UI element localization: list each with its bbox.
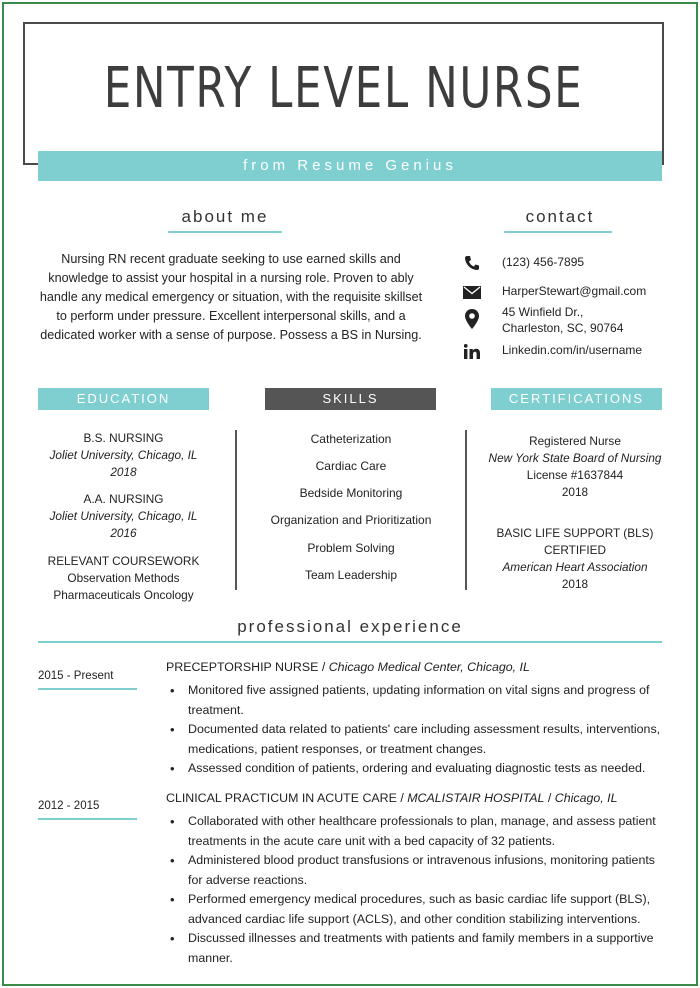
location-pin-icon: [462, 304, 482, 334]
coursework-item: Observation Methods: [67, 571, 180, 585]
skill-item: Organization and Prioritization: [270, 513, 432, 527]
education-school: Joliet University, Chicago, IL: [49, 509, 198, 523]
about-text: Nursing RN recent graduate seeking to use earned skills and knowledge to assist your hospital in a nursing role. Proven to ably handle any medical emergency or situation, with the requisite skillset to perform under pressure. Excellent interpersonal skills, and a dedicated worker with a sense of purpose. Possess a BS in Nursing.: [39, 252, 423, 342]
cert-year: 2018: [561, 485, 589, 499]
contact-email-text[interactable]: HarperStewart@gmail.com: [502, 284, 647, 298]
cert-org: American Heart Association: [502, 560, 648, 574]
about-underline: [168, 231, 282, 233]
education-degree: B.S. NURSING: [83, 431, 164, 445]
cert-name: BASIC LIFE SUPPORT (BLS): [496, 526, 654, 540]
contact-address-line2: Charleston, SC, 90764: [502, 321, 624, 335]
skill-item: Bedside Monitoring: [299, 486, 403, 500]
cert-name: CERTIFIED: [543, 543, 607, 557]
cert-year: 2018: [561, 577, 589, 591]
job-dates: 2012 - 2015: [38, 800, 100, 812]
job-date-underline: [38, 818, 137, 820]
job-bullet: • Assessed condition of patients, ordering and evaluating diagnostic tests as needed.: [166, 759, 666, 779]
job-title: PRECEPTORSHIP NURSE: [166, 660, 319, 674]
job-dates: 2015 - Present: [38, 670, 114, 682]
coursework-item: Pharmaceuticals Oncology: [53, 588, 194, 602]
education-year: 2018: [110, 465, 137, 479]
contact-linkedin: [462, 342, 642, 360]
contact-email: [462, 283, 646, 301]
education-column: [38, 430, 209, 604]
job-bullets: [166, 681, 666, 779]
education-degree: A.A. NURSING: [83, 492, 164, 506]
header-box: [23, 22, 664, 165]
job-bullets: [166, 812, 666, 968]
education-year: 2016: [110, 526, 137, 540]
job-separator: /: [544, 791, 555, 805]
skill-item: Cardiac Care: [315, 459, 387, 473]
column-divider: [465, 430, 467, 590]
contact-address-line1: 45 Winfield Dr.,: [502, 305, 584, 319]
column-divider: [235, 430, 237, 590]
job-date-underline: [38, 688, 137, 690]
contact-heading: contact: [525, 207, 595, 226]
contact-phone-text: (123) 456-7895: [502, 255, 585, 269]
contact-linkedin-text[interactable]: Linkedin.com/in/username: [502, 343, 643, 357]
about-heading: about me: [181, 207, 269, 226]
certifications-column: [480, 433, 670, 593]
skills-bar: SKILLS: [265, 388, 436, 410]
job-separator: /: [396, 791, 408, 805]
job-bullet: • Collaborated with other healthcare professionals to plan, manage, and assess patient treatments in the acute care unit with a bed capacity of 32 patients.: [166, 812, 666, 851]
job-bullet: • Performed emergency medical procedures, such as basic cardiac life support (BLS), advanced cardiac life support (ACLS), and other condition stabilizing interventions.: [166, 890, 666, 929]
experience-underline: [38, 641, 662, 643]
job-employer: MCALISTAIR HOSPITAL: [407, 791, 545, 805]
contact-underline: [504, 231, 612, 233]
coursework-heading: RELEVANT COURSEWORK: [47, 554, 200, 568]
certifications-bar: CERTIFICATIONS: [491, 388, 662, 410]
job-bullet: • Monitored five assigned patients, updating information on vital signs and progress of treatment.: [166, 681, 666, 720]
job-location: Chicago, IL: [554, 791, 618, 805]
contact-address: [462, 304, 623, 336]
contact-phone: [462, 254, 584, 272]
job-bullet: • Discussed illnesses and treatments with patients and family members in a supportive manner.: [166, 929, 666, 968]
envelope-icon: [462, 283, 482, 301]
phone-icon: [462, 254, 482, 272]
cert-name: Registered Nurse: [529, 434, 621, 448]
linkedin-icon: [462, 342, 482, 360]
skill-item: Team Leadership: [304, 568, 398, 582]
cert-org: New York State Board of Nursing: [488, 451, 662, 465]
page-title: ENTRY LEVEL NURSE: [103, 56, 584, 121]
job-bullet: • Administered blood product transfusions or intravenous infusions, monitoring patients for adverse reactions.: [166, 851, 666, 890]
job-bullet: • Documented data related to patients' care including assessment results, interventions, medications, patient responses, or treatment changes.: [166, 720, 666, 759]
job-title: CLINICAL PRACTICUM IN ACUTE CARE: [166, 791, 397, 805]
subtitle-bar: from Resume Genius: [38, 151, 662, 181]
skill-item: Problem Solving: [307, 541, 395, 555]
job-separator: /: [318, 660, 329, 674]
education-bar: EDUCATION: [38, 388, 209, 410]
skill-item: Catheterization: [310, 432, 392, 446]
job-header: [166, 660, 530, 674]
cert-license: License #1637844: [526, 468, 624, 482]
experience-heading: professional experience: [237, 617, 463, 636]
job-header: [166, 791, 617, 805]
education-school: Joliet University, Chicago, IL: [49, 448, 198, 462]
job-employer: Chicago Medical Center, Chicago, IL: [328, 660, 530, 674]
